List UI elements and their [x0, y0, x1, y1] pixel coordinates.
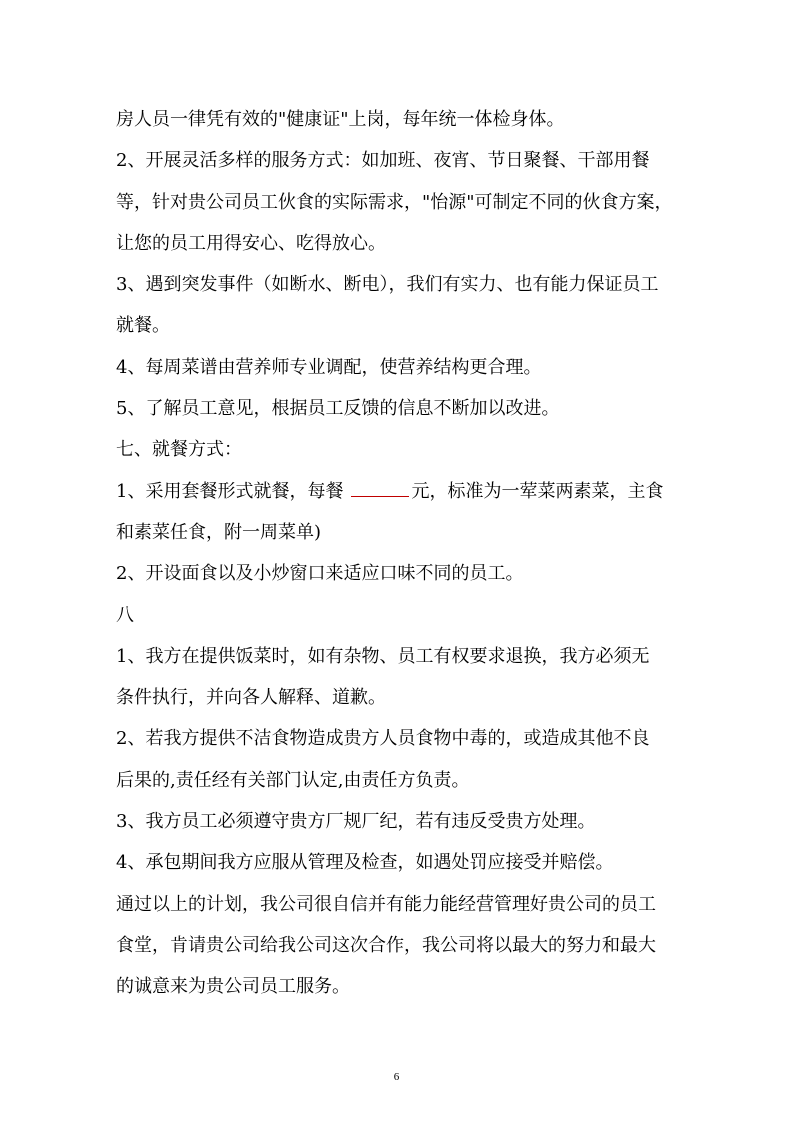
text-segment: 元，标准为一荤菜两素菜，主食 [411, 480, 664, 502]
text-line: 2、若我方提供不洁食物造成贵方人员食物中毒的，或造成其他不良 [116, 728, 650, 750]
fill-in-blank [351, 478, 409, 497]
text-line: 让您的员工用得安心、吃得放心。 [116, 232, 386, 254]
text-line: 等，针对贵公司员工伙食的实际需求，"怡源"可制定不同的伙食方案， [116, 191, 673, 213]
text-line: 2、开设面食以及小炒窗口来适应口味不同的员工。 [116, 563, 524, 585]
text-line: 和素菜任食，附一周菜单) [116, 521, 322, 543]
text-segment: 1、采用套餐形式就餐，每餐 [116, 480, 344, 502]
text-line: 房人员一律凭有效的"健康证"上岗，每年统一体检身体。 [116, 109, 565, 130]
text-line: 4、每周菜谱由营养师专业调配，使营养结构更合理。 [116, 356, 542, 378]
text-line: 条件执行，并向各人解释、道歉。 [116, 687, 386, 709]
text-line: 5、了解员工意见，根据员工反馈的信息不断加以改进。 [116, 398, 560, 420]
text-line: 3、遇到突发事件（如断水、断电），我们有实力、也有能力保证员工 [116, 274, 659, 296]
document-body [116, 99, 686, 1008]
text-line: 后果的,责任经有关部门认定,由责任方负责。 [116, 769, 470, 791]
text-line: 食堂，肯请贵公司给我公司这次合作，我公司将以最大的努力和最大 [116, 934, 656, 956]
section-heading: 八 [116, 604, 134, 626]
text-line: 通过以上的计划，我公司很自信并有能力能经营管理好贵公司的员工 [116, 893, 656, 915]
text-line: 就餐。 [116, 315, 170, 337]
text-line: 4、承包期间我方应服从管理及检查，如遇处罚应接受并赔偿。 [116, 852, 614, 874]
text-line-with-blank [116, 471, 686, 512]
text-line: 3、我方员工必须遵守贵方厂规厂纪，若有违反受贵方处理。 [116, 811, 596, 833]
section-heading: 七、就餐方式： [116, 439, 242, 461]
page-number: 6 [393, 1071, 400, 1083]
text-line: 1、我方在提供饭菜时，如有杂物、员工有权要求退换，我方必须无 [116, 645, 650, 667]
text-line: 的诚意来为贵公司员工服务。 [116, 976, 350, 998]
text-line: 2、开展灵活多样的服务方式：如加班、夜宵、节日聚餐、干部用餐 [116, 150, 650, 172]
